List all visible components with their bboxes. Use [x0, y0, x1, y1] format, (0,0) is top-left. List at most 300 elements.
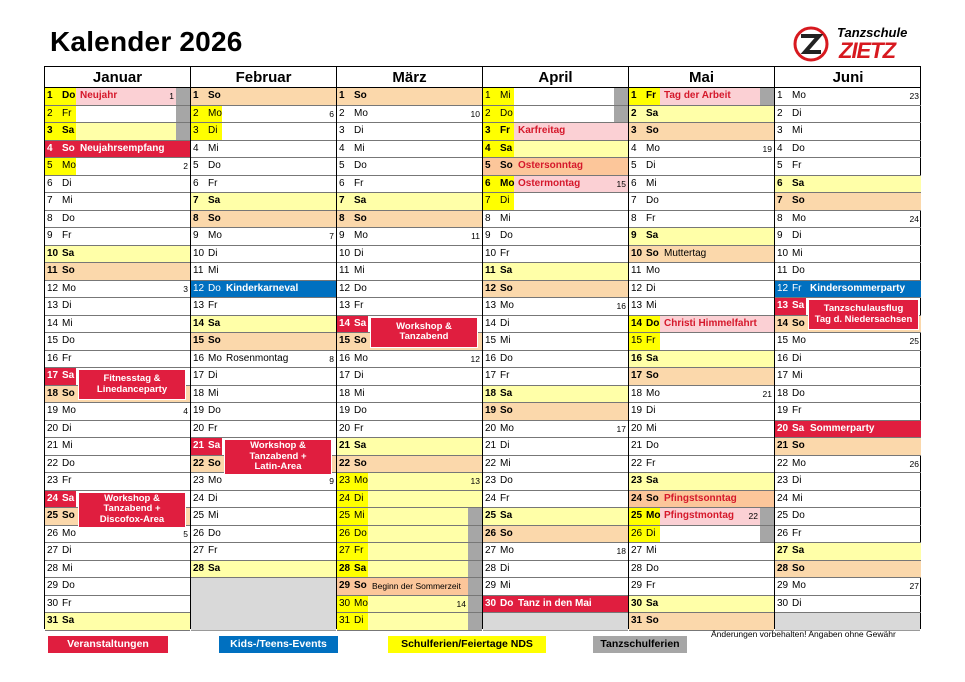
day-cell[interactable]	[629, 578, 774, 596]
weekday: So	[500, 405, 513, 416]
day-number: 3	[339, 125, 345, 136]
day-cell[interactable]	[629, 316, 774, 334]
month-column-februar	[191, 67, 337, 628]
day-cell[interactable]	[45, 88, 190, 106]
day-number: 23	[631, 475, 643, 486]
day-cell[interactable]	[191, 211, 336, 229]
day-cell[interactable]	[775, 141, 921, 159]
weekday: Sa	[792, 545, 805, 556]
day-cell[interactable]	[337, 123, 482, 141]
weekday: Di	[500, 562, 510, 574]
day-number: 9	[777, 230, 783, 241]
day-cell[interactable]	[337, 526, 482, 544]
day-cell[interactable]	[629, 613, 774, 631]
weekday: Di	[208, 125, 218, 136]
day-cell[interactable]	[775, 456, 921, 474]
weekday: Fr	[354, 300, 364, 311]
day-cell[interactable]	[775, 473, 921, 491]
day-cell[interactable]	[483, 386, 628, 404]
logo-word-text: ZIETZ	[839, 38, 896, 63]
day-cell[interactable]	[629, 526, 774, 544]
day-number: 1	[339, 90, 345, 101]
day-cell[interactable]	[775, 246, 921, 264]
day-cell[interactable]	[45, 613, 190, 631]
day-cell[interactable]	[483, 578, 628, 596]
day-cell[interactable]	[337, 141, 482, 159]
day-cell[interactable]	[337, 368, 482, 386]
day-cell[interactable]	[483, 351, 628, 369]
day-cell[interactable]	[337, 491, 482, 509]
day-cell[interactable]	[45, 176, 190, 194]
day-cell[interactable]	[483, 88, 628, 106]
day-cell[interactable]	[191, 561, 336, 579]
weekday: So	[62, 387, 75, 399]
day-cell[interactable]	[629, 88, 774, 106]
day-cell[interactable]	[337, 421, 482, 439]
weekday: Sa	[62, 492, 75, 504]
weekday: Mo	[62, 282, 76, 294]
day-cell[interactable]	[337, 246, 482, 264]
day-cell[interactable]	[191, 386, 336, 404]
day-cell[interactable]	[191, 298, 336, 316]
weekday: Di	[646, 527, 656, 539]
weekday: So	[354, 335, 367, 346]
day-number: 30	[339, 597, 351, 609]
weekday: Mi	[62, 317, 73, 329]
day-cell[interactable]	[483, 123, 628, 141]
day-cell[interactable]	[629, 228, 774, 246]
weekday: Mi	[792, 370, 803, 381]
day-cell[interactable]	[337, 211, 482, 229]
day-event-label: Kindersommerparty	[810, 282, 906, 294]
day-cell[interactable]	[45, 123, 190, 141]
day-cell[interactable]	[337, 596, 482, 614]
page-title: Kalender 2026	[50, 26, 243, 57]
day-number: 29	[485, 580, 497, 591]
event-box[interactable]: Workshop & Tanzabend + Latin-Area	[224, 439, 332, 475]
day-cell[interactable]	[483, 403, 628, 421]
day-cell[interactable]	[775, 578, 921, 596]
day-number: 20	[193, 422, 205, 434]
day-cell[interactable]	[775, 88, 921, 106]
weekday: So	[792, 317, 805, 329]
week-number: 26	[909, 458, 919, 469]
weekday: Sa	[792, 300, 805, 311]
day-cell[interactable]	[483, 228, 628, 246]
day-cell[interactable]	[483, 316, 628, 334]
weekday: Sa	[500, 142, 513, 154]
day-cell[interactable]	[775, 281, 921, 299]
event-box[interactable]: Workshop & Tanzabend	[370, 317, 478, 348]
weekday: Mi	[354, 387, 365, 399]
day-number: 27	[47, 545, 59, 556]
weekday: Di	[62, 545, 72, 556]
day-number: 1	[631, 90, 637, 101]
day-number: 25	[193, 510, 205, 521]
day-number: 17	[339, 370, 351, 381]
day-number: 4	[485, 142, 491, 154]
weekday: Di	[354, 615, 364, 626]
day-cell[interactable]	[337, 386, 482, 404]
day-number: 28	[631, 562, 643, 574]
day-cell[interactable]	[629, 193, 774, 211]
day-cell[interactable]	[337, 403, 482, 421]
day-number: 5	[485, 160, 491, 171]
day-number: 15	[631, 335, 643, 346]
day-cell[interactable]	[45, 263, 190, 281]
day-cell[interactable]	[45, 141, 190, 159]
day-number: 15	[47, 335, 59, 346]
day-cell[interactable]	[337, 508, 482, 526]
day-cell[interactable]	[483, 298, 628, 316]
day-number: 22	[339, 457, 351, 469]
weekday: Do	[646, 317, 660, 329]
day-cell[interactable]	[45, 456, 190, 474]
weekday: Mi	[62, 195, 73, 206]
day-cell[interactable]	[629, 456, 774, 474]
day-cell[interactable]	[629, 491, 774, 509]
day-number: 9	[631, 230, 637, 241]
event-box[interactable]: Workshop & Tanzabend + Discofox-Area	[78, 492, 186, 528]
day-number: 16	[339, 352, 351, 364]
day-cell[interactable]	[629, 298, 774, 316]
day-number: 22	[47, 457, 59, 469]
weekday: Sa	[354, 317, 367, 329]
day-cell[interactable]	[483, 106, 628, 124]
day-number: 28	[485, 562, 497, 574]
day-number: 6	[485, 177, 491, 189]
day-cell[interactable]	[483, 543, 628, 561]
day-cell[interactable]	[337, 351, 482, 369]
day-number: 11	[631, 265, 642, 276]
day-cell[interactable]	[483, 473, 628, 491]
day-event-label: Beginn der Sommerzeit	[372, 581, 461, 591]
day-cell[interactable]	[45, 333, 190, 351]
day-number: 26	[485, 527, 497, 539]
day-cell[interactable]	[45, 211, 190, 229]
day-cell[interactable]	[629, 351, 774, 369]
day-cell[interactable]	[483, 246, 628, 264]
weekday: Do	[354, 527, 367, 539]
day-cell[interactable]	[191, 246, 336, 264]
day-number: 10	[631, 247, 643, 259]
day-cell[interactable]	[191, 88, 336, 106]
day-cell[interactable]	[775, 491, 921, 509]
day-cell[interactable]	[483, 333, 628, 351]
day-number: 3	[193, 125, 199, 136]
day-cell[interactable]	[191, 508, 336, 526]
day-cell[interactable]	[483, 211, 628, 229]
day-cell[interactable]	[775, 526, 921, 544]
day-cell[interactable]	[45, 316, 190, 334]
day-cell[interactable]	[45, 158, 190, 176]
weekday: So	[208, 212, 221, 224]
day-number: 7	[777, 195, 783, 206]
weekday: Di	[500, 195, 510, 206]
day-number: 1	[47, 90, 53, 101]
day-cell[interactable]	[629, 123, 774, 141]
day-cell[interactable]	[483, 176, 628, 194]
day-cell[interactable]	[45, 281, 190, 299]
day-cell[interactable]	[45, 543, 190, 561]
day-cell[interactable]	[629, 368, 774, 386]
weekday: Mo	[354, 352, 368, 364]
day-cell[interactable]	[775, 123, 921, 141]
day-cell[interactable]	[191, 351, 336, 369]
weekday: Sa	[62, 125, 75, 136]
day-cell[interactable]	[337, 438, 482, 456]
day-cell[interactable]	[191, 421, 336, 439]
day-cell[interactable]	[775, 228, 921, 246]
day-cell[interactable]	[629, 211, 774, 229]
week-number: 3	[183, 283, 188, 294]
week-number: 17	[616, 423, 626, 434]
day-cell[interactable]	[483, 368, 628, 386]
day-cell[interactable]	[45, 298, 190, 316]
day-number: 1	[777, 90, 783, 101]
day-cell[interactable]	[629, 158, 774, 176]
month-column-april	[483, 67, 629, 628]
day-cell[interactable]	[337, 158, 482, 176]
day-event-label: Neujahrsempfang	[80, 142, 165, 154]
day-cell[interactable]	[191, 123, 336, 141]
logo-top-text: Tanzschule	[837, 25, 908, 40]
day-cell[interactable]	[337, 228, 482, 246]
week-number: 25	[909, 336, 919, 346]
day-cell[interactable]	[629, 106, 774, 124]
day-number: 11	[339, 265, 350, 276]
day-cell[interactable]	[337, 543, 482, 561]
day-cell[interactable]	[483, 596, 628, 614]
week-number: 12	[470, 353, 480, 364]
day-number: 24	[339, 492, 351, 504]
day-cell[interactable]	[775, 333, 921, 351]
day-cell[interactable]	[775, 158, 921, 176]
day-event-label: Tag der Arbeit	[664, 90, 731, 101]
day-cell[interactable]	[45, 438, 190, 456]
weekday: Do	[208, 527, 221, 539]
day-cell[interactable]	[45, 526, 190, 544]
day-cell[interactable]	[775, 368, 921, 386]
day-cell[interactable]	[775, 543, 921, 561]
day-cell[interactable]	[191, 228, 336, 246]
day-cell[interactable]	[775, 596, 921, 614]
day-cell[interactable]	[775, 561, 921, 579]
day-cell[interactable]	[191, 333, 336, 351]
weekday: Fr	[354, 545, 364, 556]
day-cell[interactable]	[629, 386, 774, 404]
weekday: Di	[646, 282, 656, 294]
day-cell[interactable]	[483, 421, 628, 439]
event-box[interactable]: Tanzschulausflug Tag d. Niedersachsen	[808, 299, 919, 330]
weekday: Mi	[208, 387, 219, 399]
day-cell[interactable]	[191, 473, 336, 491]
day-event-label: Pfingstsonntag	[664, 492, 737, 504]
day-cell[interactable]	[483, 456, 628, 474]
weekday: So	[208, 335, 221, 346]
day-number: 18	[47, 387, 59, 399]
weekday: Mi	[62, 440, 73, 451]
day-cell[interactable]	[629, 508, 774, 526]
day-cell[interactable]	[45, 351, 190, 369]
weekday: Mi	[646, 177, 657, 189]
month-header: April	[483, 67, 628, 88]
day-cell[interactable]	[191, 193, 336, 211]
day-cell[interactable]	[483, 193, 628, 211]
day-cell[interactable]	[629, 176, 774, 194]
day-cell[interactable]	[191, 526, 336, 544]
day-cell[interactable]	[483, 491, 628, 509]
day-cell[interactable]	[629, 263, 774, 281]
day-number: 21	[47, 440, 59, 451]
day-number: 18	[339, 387, 351, 399]
day-cell[interactable]	[483, 438, 628, 456]
day-cell[interactable]	[45, 403, 190, 421]
weekday: Di	[792, 597, 802, 609]
day-cell[interactable]	[191, 158, 336, 176]
day-cell[interactable]	[191, 368, 336, 386]
day-cell[interactable]	[775, 438, 921, 456]
day-cell[interactable]	[629, 543, 774, 561]
week-number: 21	[762, 388, 772, 399]
day-number: 4	[631, 142, 637, 154]
day-cell[interactable]	[775, 386, 921, 404]
weekday: Fr	[500, 370, 510, 381]
day-number: 22	[777, 457, 789, 469]
day-cell[interactable]	[45, 421, 190, 439]
day-cell[interactable]	[191, 141, 336, 159]
day-cell[interactable]	[191, 543, 336, 561]
day-cell[interactable]	[483, 508, 628, 526]
day-number: 25	[47, 510, 59, 521]
day-cell[interactable]	[45, 228, 190, 246]
day-cell[interactable]	[337, 176, 482, 194]
day-cell[interactable]	[775, 421, 921, 439]
day-cell[interactable]	[775, 193, 921, 211]
day-event-label: Ostersonntag	[518, 160, 584, 171]
day-cell[interactable]	[337, 578, 482, 596]
day-cell[interactable]	[775, 211, 921, 229]
weekday: Sa	[792, 422, 805, 434]
day-number: 9	[193, 230, 199, 241]
day-cell[interactable]	[45, 106, 190, 124]
weekday: Mo	[354, 107, 368, 119]
day-number: 13	[631, 300, 643, 311]
day-number: 20	[339, 422, 351, 434]
day-cell[interactable]	[337, 106, 482, 124]
day-cell[interactable]	[191, 316, 336, 334]
day-cell[interactable]	[45, 578, 190, 596]
day-cell[interactable]	[483, 158, 628, 176]
weekday: Sa	[62, 247, 75, 259]
tanzschule-logo	[793, 24, 918, 64]
day-number: 2	[339, 107, 345, 119]
day-number: 8	[485, 212, 491, 224]
day-cell[interactable]	[629, 246, 774, 264]
day-cell[interactable]	[483, 526, 628, 544]
day-number: 14	[193, 317, 205, 329]
day-number: 23	[339, 475, 351, 486]
day-cell[interactable]	[45, 246, 190, 264]
tanzschulferien-marker	[614, 106, 628, 123]
day-cell[interactable]	[45, 193, 190, 211]
weekday: Sa	[354, 195, 367, 206]
day-cell[interactable]	[629, 421, 774, 439]
day-cell[interactable]	[191, 403, 336, 421]
day-cell[interactable]	[483, 141, 628, 159]
day-cell[interactable]	[629, 141, 774, 159]
day-event-label: Tanz in den Mai	[518, 597, 592, 609]
day-cell[interactable]	[191, 263, 336, 281]
day-cell[interactable]	[191, 491, 336, 509]
day-number: 4	[193, 142, 199, 154]
day-cell[interactable]	[337, 561, 482, 579]
day-cell[interactable]	[483, 263, 628, 281]
day-number: 9	[47, 230, 53, 241]
day-cell[interactable]	[483, 281, 628, 299]
day-number: 3	[777, 125, 783, 136]
day-cell[interactable]	[337, 88, 482, 106]
day-cell[interactable]	[337, 281, 482, 299]
day-cell[interactable]	[337, 613, 482, 631]
day-cell[interactable]	[337, 263, 482, 281]
day-cell[interactable]	[483, 561, 628, 579]
day-number: 22	[485, 457, 497, 469]
day-cell[interactable]	[337, 456, 482, 474]
day-cell[interactable]	[191, 106, 336, 124]
day-cell[interactable]	[775, 508, 921, 526]
day-number: 19	[339, 405, 351, 416]
weekday: Do	[62, 90, 76, 101]
day-cell[interactable]	[191, 281, 336, 299]
day-cell[interactable]	[337, 473, 482, 491]
weekday: Mo	[792, 335, 806, 346]
event-box[interactable]: Fitnesstag & Linedanceparty	[78, 369, 186, 400]
weekday: Do	[500, 230, 513, 241]
day-number: 13	[47, 300, 59, 311]
day-cell[interactable]	[629, 403, 774, 421]
day-number: 21	[777, 440, 789, 451]
day-cell[interactable]	[775, 106, 921, 124]
day-cell[interactable]	[629, 281, 774, 299]
day-number: 28	[193, 562, 205, 574]
day-number: 23	[47, 475, 59, 486]
day-cell[interactable]	[629, 438, 774, 456]
day-cell[interactable]	[775, 403, 921, 421]
day-cell[interactable]	[629, 561, 774, 579]
day-number: 12	[193, 282, 205, 294]
weekday: So	[646, 370, 659, 381]
day-cell[interactable]	[775, 351, 921, 369]
day-cell[interactable]	[629, 333, 774, 351]
day-cell[interactable]	[45, 561, 190, 579]
weekday: Do	[500, 107, 513, 119]
day-cell[interactable]	[45, 596, 190, 614]
disclaimer-note: Änderungen vorbehalten! Angaben ohne Gewähr	[711, 629, 896, 639]
weekday: Mo	[792, 580, 806, 591]
day-number: 12	[485, 282, 497, 294]
day-cell[interactable]	[191, 176, 336, 194]
day-cell[interactable]	[775, 263, 921, 281]
day-cell[interactable]	[337, 193, 482, 211]
day-cell[interactable]	[337, 298, 482, 316]
day-cell[interactable]	[45, 473, 190, 491]
day-cell[interactable]	[775, 176, 921, 194]
weekday: Sa	[62, 370, 75, 381]
weekday: So	[500, 160, 513, 171]
day-cell[interactable]	[629, 473, 774, 491]
day-cell[interactable]	[629, 596, 774, 614]
